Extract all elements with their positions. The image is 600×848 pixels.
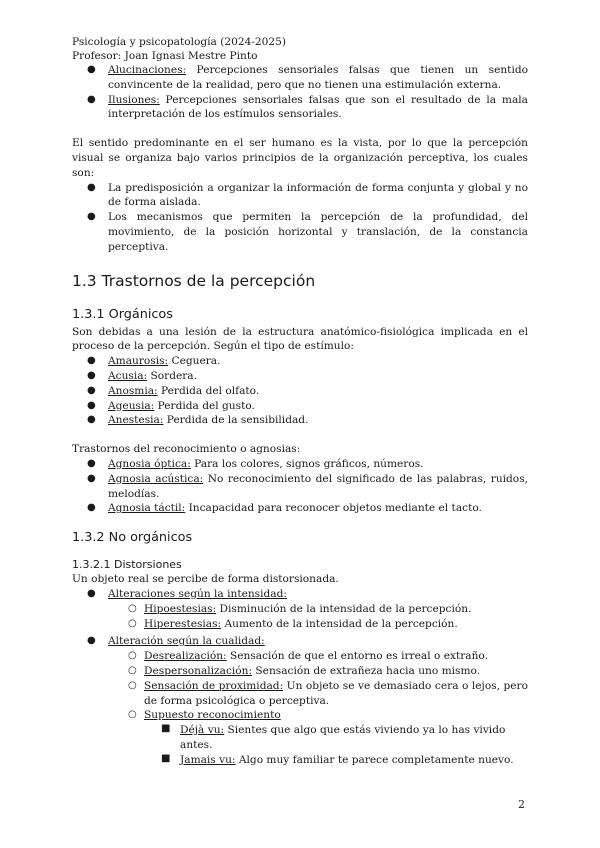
list-item: ● Anosmia: Perdida del olfato. <box>87 384 260 397</box>
square-bullet-icon: ■ <box>161 723 171 735</box>
list-item: ○ Hiperestesias: Aumento de la intensidad de la percepción. <box>128 617 458 630</box>
list-item: ● Acusia: Sordera. <box>87 369 197 382</box>
list-item: ■ Jamais vu: Algo muy familiar te parece completamente nuevo. <box>161 752 514 766</box>
list-item: ● Alteraciones según la intensidad: <box>87 587 287 600</box>
bullet-icon: ● <box>87 587 96 599</box>
bullet-icon: ● <box>87 181 96 193</box>
bullet-icon: ● <box>87 457 96 469</box>
organicos-paragraph: Son debidas a una lesión de la estructura anatómico-fisiológica implicada en el proceso de la percepción. Según el tipo de estímulo: <box>72 325 528 353</box>
list-item: ○ Hipoestesias: Disminución de la intensidad de la percepción. <box>128 602 472 615</box>
distorsiones-list <box>72 587 528 768</box>
agnosias-list <box>72 457 528 516</box>
course-title: Psicología y psicopatología (2024-2025) <box>72 36 286 48</box>
bullet-icon: ● <box>87 211 96 223</box>
bullet-icon: ● <box>87 93 96 105</box>
list-item: ● Ilusiones: Percepciones sensoriales falsas que son el resultado de la mala interpretación de los estímulos sensoriales. <box>87 93 528 121</box>
bullet-icon: ● <box>87 399 96 411</box>
organicos-list <box>72 354 528 428</box>
subsubsection-heading: 1.3.2.1 Distorsiones <box>72 558 182 572</box>
bullet-icon: ● <box>87 369 96 381</box>
list-item: ○ Supuesto reconocimiento <box>128 709 281 722</box>
professor-name: Profesor: Joan Ignasi Mestre Pinto <box>72 49 258 62</box>
bullet-icon: ● <box>87 502 96 514</box>
list-item: ○ Desrealización: Sensación de que el entorno es irreal o extraño. <box>128 650 488 663</box>
document-page <box>72 36 528 767</box>
list-item: ● Ageusia: Perdida del gusto. <box>87 399 255 412</box>
list-item: ● Agnosia acústica: No reconocimiento del significado de las palabras, ruidos, melodías. <box>87 472 528 500</box>
distorsiones-paragraph: Un objeto real se percibe de forma distorsionada. <box>72 573 339 586</box>
subsection-heading: 1.3.2 No orgánicos <box>72 530 193 546</box>
bullet-icon: ● <box>87 64 96 75</box>
section-heading: 1.3 Trastornos de la percepción <box>72 271 316 290</box>
circle-bullet-icon: ○ <box>128 602 137 614</box>
subsection-heading: 1.3.1 Orgánicos <box>72 306 173 322</box>
bullet-icon: ● <box>87 472 96 484</box>
bullet-icon: ● <box>87 384 96 396</box>
list-item: ○ Despersonalización: Sensación de extrañeza hacia uno mismo. <box>128 664 481 677</box>
circle-bullet-icon: ○ <box>128 617 137 629</box>
circle-bullet-icon: ○ <box>128 709 137 721</box>
agnosias-intro: Trastornos del reconocimiento o agnosias: <box>72 443 301 456</box>
circle-bullet-icon: ○ <box>128 664 137 676</box>
vision-list <box>72 181 528 255</box>
list-item: ● Alucinaciones: Percepciones sensoriales falsas que tienen un sentido convincente de la realidad, pero que no tienen una estimulación externa. <box>87 64 528 91</box>
vision-paragraph: El sentido predominante en el ser humano es la vista, por lo que la percepción visual se organiza bajo varios principios de la organización perceptiva, los cuales son: <box>72 137 528 179</box>
circle-bullet-icon: ○ <box>128 650 137 662</box>
list-item: ● La predisposición a organizar la información de forma conjunta y global y no de forma aislada. <box>87 181 528 209</box>
bullet-icon: ● <box>87 635 96 647</box>
list-item: ● Alteración según la cualidad: <box>87 635 265 648</box>
circle-bullet-icon: ○ <box>128 679 137 691</box>
bullet-icon: ● <box>87 414 96 426</box>
page-header <box>72 36 528 63</box>
list-item: ■ Déjà vu: Sientes que algo que estás viviendo ya lo has vivido antes. <box>161 723 506 751</box>
list-item: ○ Sensación de proximidad: Un objeto se ve demasiado cera o lejos, pero de forma psicológica o perceptiva. <box>128 679 529 707</box>
page-number: 2 <box>518 798 525 811</box>
list-item: ● Agnosia óptica: Para los colores, signos gráficos, números. <box>87 457 424 470</box>
list-item: ● Amaurosis: Ceguera. <box>87 355 221 368</box>
list-item: ● Anestesia: Perdida de la sensibilidad. <box>87 414 309 427</box>
list-item: ● Agnosia táctil: Incapacidad para reconocer objetos mediante el tacto. <box>87 502 482 515</box>
bullet-icon: ● <box>87 355 96 367</box>
square-bullet-icon: ■ <box>161 752 171 764</box>
list-item: ● Los mecanismos que permiten la percepción de la profundidad, del movimiento, de la posición horizontal y translación, de la constancia perceptiva. <box>87 211 528 253</box>
perception-list <box>72 63 528 122</box>
